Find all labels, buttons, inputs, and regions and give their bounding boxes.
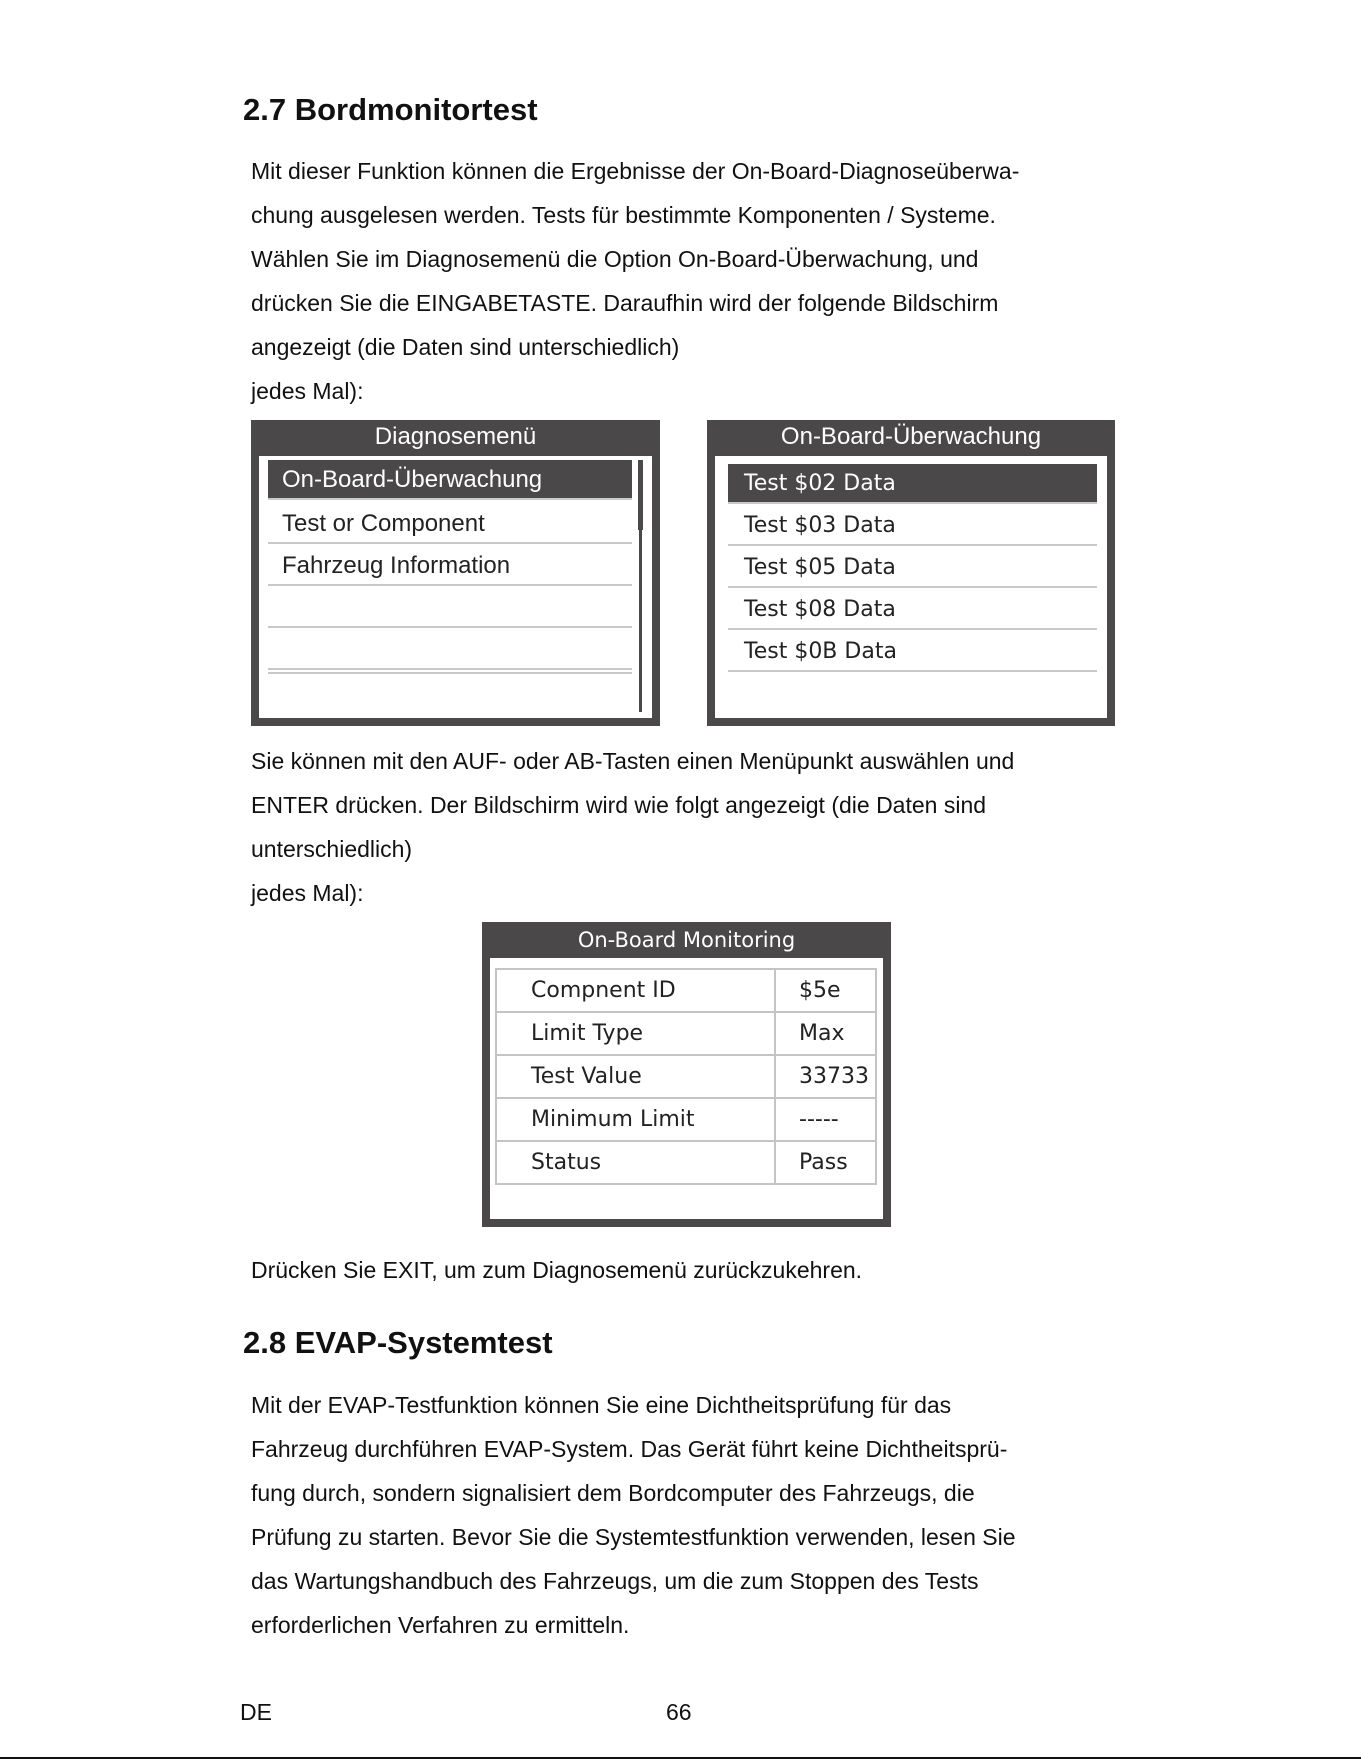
menu-item-test-02[interactable]: Test $02 Data [728,464,1097,504]
bottom-rule [0,1757,1361,1759]
text-line: das Wartungshandbuch des Fahrzeugs, um die zum Stoppen des Tests [251,1568,979,1594]
menu-item-test-0b[interactable]: Test $0B Data [728,632,1097,672]
menu-divider [268,672,632,674]
menu-item-on-board-ueberwachung[interactable]: On-Board-Überwachung [268,460,632,500]
table-row [496,1141,876,1184]
page-number: 66 [666,1699,692,1725]
row-value: 33733 [775,1055,876,1098]
row-label: Limit Type [496,1012,775,1055]
row-label: Test Value [496,1055,775,1098]
text-line: Fahrzeug durchführen EVAP-System. Das Gerät führt keine Dichtheitsprü- [251,1436,1008,1462]
section-heading-2-8: 2.8 EVAP-Systemtest [243,1325,553,1360]
row-label: Compnent ID [496,969,775,1012]
table-row [496,1012,876,1055]
text-line: ENTER drücken. Der Bildschirm wird wie folgt angezeigt (die Daten sind [251,792,987,818]
test-list [715,456,1107,718]
footer-language: DE [240,1699,272,1725]
evap-paragraph [251,1383,1131,1647]
text-line: chung ausgelesen werden. Tests für bestimmte Komponenten / Systeme. [251,202,996,228]
menu-item-test-08[interactable]: Test $08 Data [728,590,1097,630]
text-line: erforderlichen Verfahren zu ermitteln. [251,1612,630,1638]
text-line: Mit dieser Funktion können die Ergebnisse der On-Board-Diagnoseüberwa- [251,158,1020,184]
monitor-panel [490,958,883,1219]
row-value: Pass [775,1141,876,1184]
row-label: Minimum Limit [496,1098,775,1141]
text-line: Wählen Sie im Diagnosemenü die Option On-Board-Überwachung, und [251,246,979,272]
diagnose-menu-screen [251,420,660,726]
section-heading-2-7: 2.7 Bordmonitortest [243,92,538,127]
on-board-monitoring-screen [482,922,891,1227]
on-board-ueberwachung-screen [707,420,1115,726]
row-label: Status [496,1141,775,1184]
screen-title: On-Board Monitoring [577,928,796,952]
menu-item-empty [268,630,632,670]
text-line: Mit der EVAP-Testfunktion können Sie eine Dichtheitsprüfung für das [251,1392,952,1418]
monitor-table [495,968,877,1185]
menu-item-test-05[interactable]: Test $05 Data [728,548,1097,588]
text-line: drücken Sie die EINGABETASTE. Daraufhin wird der folgende Bildschirm [251,290,999,316]
table-row [496,969,876,1012]
text-line: jedes Mal): [251,880,364,906]
screen-title: On-Board-Überwachung [780,423,1042,450]
selection-paragraph [251,739,1131,915]
menu-item-empty [268,588,632,628]
scrollbar-thumb[interactable] [638,460,643,530]
text-line: Sie können mit den AUF- oder AB-Tasten einen Menüpunkt auswählen und [251,748,1015,774]
menu-item-test-or-component[interactable]: Test or Component [268,504,632,544]
text-line: unterschiedlich) [251,836,413,862]
menu-list [259,456,652,718]
text-line: Prüfung zu starten. Bevor Sie die Systemtestfunktion verwenden, lesen Sie [251,1524,1016,1550]
table-row [496,1055,876,1098]
menu-item-test-03[interactable]: Test $03 Data [728,506,1097,546]
text-line: fung durch, sondern signalisiert dem Bordcomputer des Fahrzeugs, die [251,1480,975,1506]
text-line: jedes Mal): [251,378,364,404]
exit-paragraph [251,1248,1131,1292]
row-value: ----- [775,1098,876,1141]
row-value: Max [775,1012,876,1055]
table-row [496,1098,876,1141]
intro-paragraph [251,149,1131,413]
row-value: $5e [775,969,876,1012]
text-line: angezeigt (die Daten sind unterschiedlich) [251,334,680,360]
text-line: Drücken Sie EXIT, um zum Diagnosemenü zurückzukehren. [251,1257,863,1283]
menu-item-fahrzeug-information[interactable]: Fahrzeug Information [268,546,632,586]
screen-title: Diagnosemenü [374,423,537,450]
